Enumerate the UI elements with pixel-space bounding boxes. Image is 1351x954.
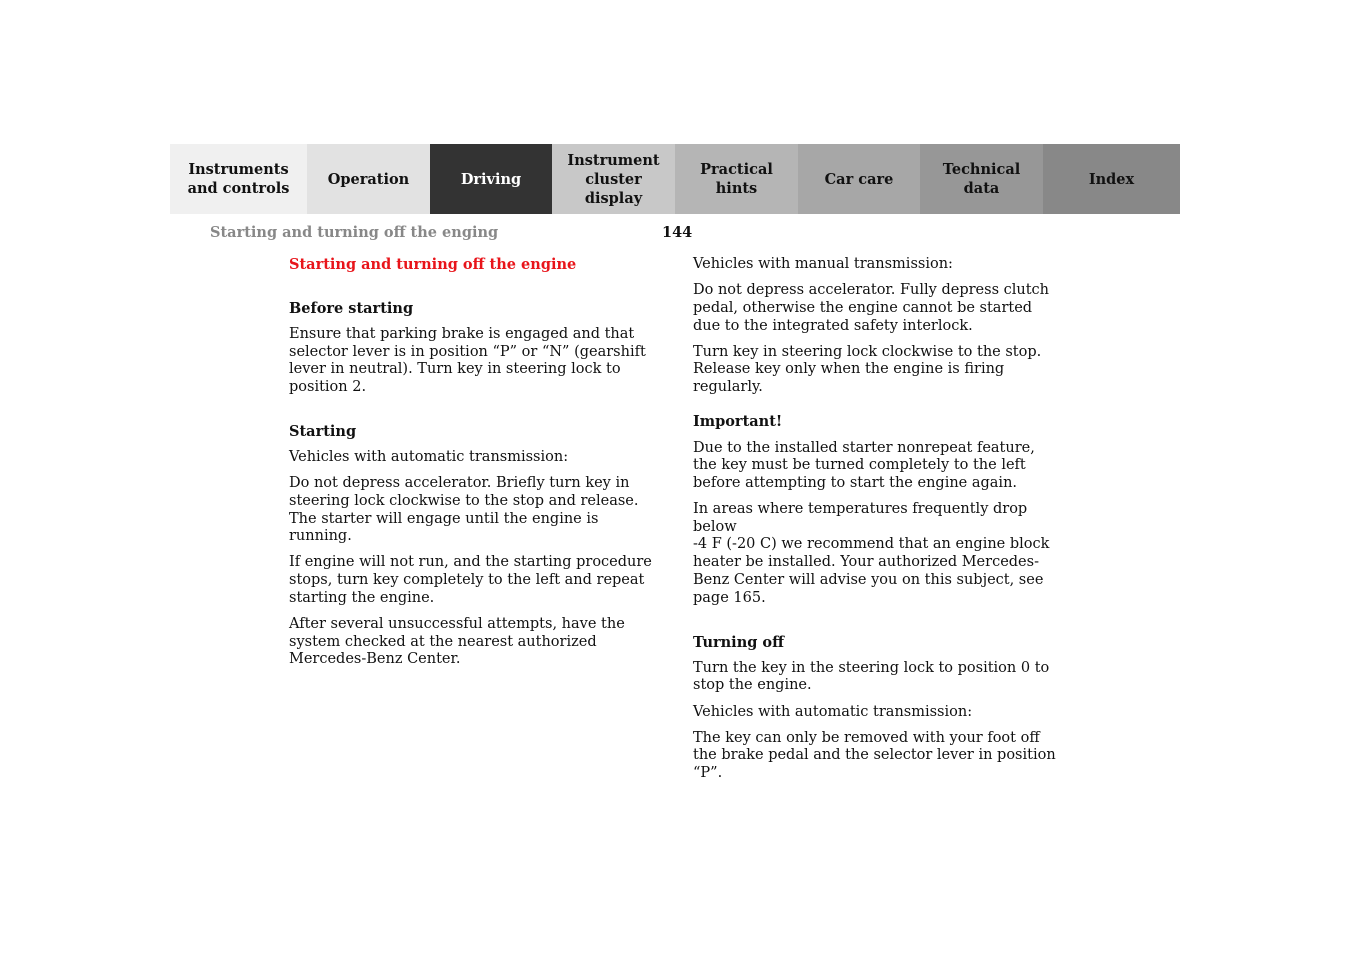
automatic-text: Do not depress accelerator. Briefly turn key in steering lock clockwise to the stop and release. The starter will engage until the engine is running.	[289, 475, 639, 545]
tab-index[interactable]: Index	[1043, 144, 1180, 214]
manual-text: Do not depress accelerator. Fully depress clutch pedal, otherwise the engine cannot be started due to the integrated safety interlock.	[693, 282, 1050, 334]
automatic-label: Vehicles with automatic transmission:	[289, 449, 569, 466]
running-head: Starting and turning off the enging	[210, 224, 499, 241]
nonrepeat-text: Due to the installed starter nonrepeat feature, the key must be turned completely to the left before attempting to start the engine again.	[693, 439, 1035, 491]
page-number: 144	[662, 224, 693, 241]
tab-driving[interactable]: Driving	[430, 144, 552, 214]
temperature-text	[693, 501, 1063, 607]
tab-operation[interactable]: Operation	[307, 144, 430, 214]
engine-no-run-text: If engine will not run, and the starting procedure stops, turn key completely to the left and repeat starting the engine.	[289, 554, 652, 606]
automatic-label-2: Vehicles with automatic transmission:	[693, 703, 973, 720]
section-tab-bar	[170, 144, 1180, 214]
left-column	[289, 256, 659, 677]
key-removal-text: The key can only be removed with your foot off the brake pedal and the selector lever in position “P”.	[693, 729, 1056, 782]
turning-off-heading: Turning off	[693, 633, 784, 651]
important-heading: Important!	[693, 413, 783, 431]
before-starting-text: Ensure that parking brake is engaged and that selector lever is in position “P” or “N” (gearshift lever in neutral). Turn key in steering lock to position 2.	[289, 325, 646, 395]
tab-instrument-cluster-display[interactable]: Instrument cluster display	[552, 144, 675, 214]
release-key-text: Turn key in steering lock clockwise to the stop. Release key only when the engine is firing regularly.	[693, 343, 1042, 395]
starting-heading: Starting	[289, 423, 357, 440]
turning-off-text: Turn the key in the steering lock to position 0 to stop the engine.	[693, 659, 1050, 694]
tab-instruments-and-controls[interactable]: Instruments and controls	[170, 144, 307, 214]
right-column	[693, 256, 1063, 791]
tab-practical-hints[interactable]: Practical hints	[675, 144, 798, 214]
unsuccessful-attempts-text: After several unsuccessful attempts, have the system checked at the nearest authorized Mercedes-Benz Center.	[289, 615, 625, 668]
tab-technical-data[interactable]: Technical data	[920, 144, 1043, 214]
temperature-text-line1: In areas where temperatures frequently drop below	[693, 501, 1028, 535]
tab-car-care[interactable]: Car care	[798, 144, 920, 214]
temperature-text-line2: -4 F (-20 C) we recommend that an engine block heater be installed. Your authorized Mercedes-Benz Center will advise you on this subject, see page 165.	[693, 536, 1050, 606]
manual-label: Vehicles with manual transmission:	[693, 256, 953, 272]
section-title: Starting and turning off the engine	[289, 256, 577, 273]
before-starting-heading: Before starting	[289, 299, 414, 317]
